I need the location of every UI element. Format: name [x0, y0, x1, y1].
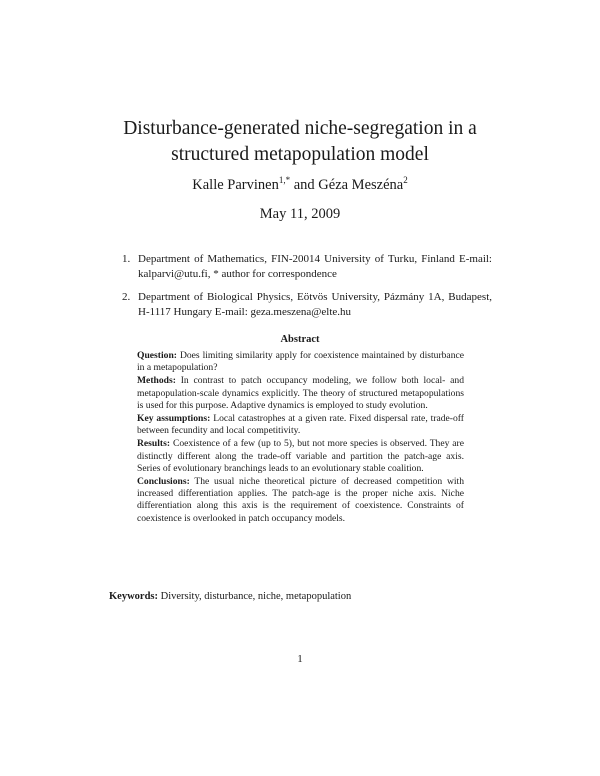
affiliation-2-number: 2. [122, 291, 131, 303]
author-2-affiliation-mark: 2 [403, 175, 408, 186]
keywords-text: Diversity, disturbance, niche, metapopulation [160, 591, 352, 602]
author-list [100, 177, 500, 194]
keywords-label: Keywords: [109, 591, 158, 602]
abstract-results-text: Coexistence of a few (up to 5), but not more species is observed. They are distinctly different along the trade-off variable and partition the patch-age axis. Series of evolutionary branchings leads to an evolutionary stable coalition. [137, 438, 464, 474]
abstract-heading: Abstract [280, 334, 320, 345]
affiliation-1-number: 1. [122, 253, 131, 265]
abstract-conclusions-text: The usual niche theoretical picture of decreased competition with increased differentiation applies. The patch-age is the proper niche axis. Niche differentiation along this axis is the requirement of coexistence. Constraints of coexistence is overlooked in patch occupancy models. [137, 476, 465, 524]
author-1-name: Kalle Parvinen [192, 177, 279, 193]
abstract-key-assumptions [137, 413, 464, 437]
abstract-question [137, 350, 464, 374]
abstract-results [137, 438, 464, 475]
keywords-line [109, 591, 509, 602]
abstract-body [137, 350, 464, 526]
abstract-methods-text: In contrast to patch occupancy modeling, we follow both local- and metapopulation-scale dynamics explicitly. The theory of structured metapopulations is used for this purpose. Adaptive dynamics is employed to study evolution. [137, 375, 464, 411]
abstract-question-label: Question: [137, 350, 177, 361]
abstract-key-assumptions-label: Key assumptions: [137, 413, 211, 425]
abstract-results-label: Results: [137, 438, 171, 450]
affiliation-2 [122, 290, 492, 320]
abstract-methods [137, 375, 464, 412]
abstract-question-text: Does limiting similarity apply for coexistence maintained by disturbance in a metapopulation? [137, 350, 465, 374]
paper-date: May 11, 2009 [259, 206, 341, 222]
author-2-name: Géza Meszéna [318, 177, 404, 193]
affiliation-2-text: Department of Biological Physics, Eötvös University, Pázmány 1A, Budapest, H-1117 Hungary E-mail: geza.meszena@elte.hu [138, 291, 492, 318]
abstract-conclusions [137, 476, 464, 525]
abstract-key-assumptions-text: Local catastrophes at a given rate. Fixed dispersal rate, trade-off between fecundity and local competitivity. [137, 413, 465, 437]
title-line-1: Disturbance-generated niche-segregation in a [123, 118, 477, 139]
author-1-affiliation-mark: 1,* [278, 175, 291, 186]
title-line-2: structured metapopulation model [171, 144, 429, 165]
abstract-methods-label: Methods: [137, 375, 176, 387]
affiliation-1 [122, 252, 492, 282]
paper-title [100, 116, 500, 168]
abstract-conclusions-label: Conclusions: [137, 476, 190, 488]
page-number: 1 [297, 653, 303, 665]
author-conjunction: and [293, 177, 315, 193]
affiliation-1-text: Department of Mathematics, FIN-20014 University of Turku, Finland E-mail: kalparvi@utu.fi, * author for correspondence [138, 253, 492, 280]
